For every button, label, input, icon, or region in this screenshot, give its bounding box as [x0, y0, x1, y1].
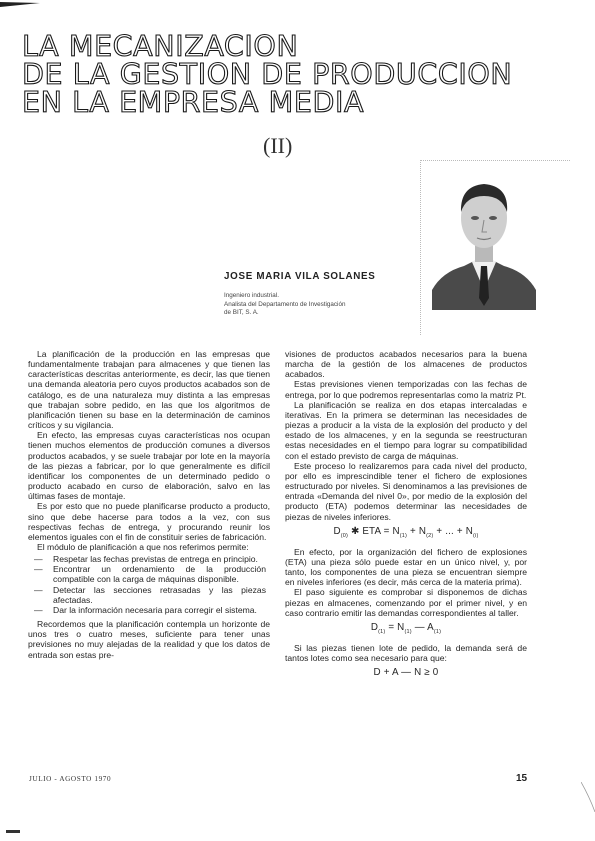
- author-affiliation: [224, 292, 345, 318]
- paragraph: La planificación se realiza en dos etapas intercaladas e iterativas. En la primera se determinan las necesidades de piezas a producir a la vista de la explosión del producto y del estado de los almacenes, y en la segunda se reestructuran estas necesidades en el tiempo para lograr su compatibilidad con el estado previsto de carga de máquinas.: [285, 399, 527, 461]
- list-dash: —: [34, 604, 43, 615]
- page-edge-mark: [581, 782, 595, 812]
- affiliation-line-1: Ingeniero industrial.: [224, 292, 279, 299]
- paragraph: En efecto, las empresas cuyas características nos ocupan tienen muchos elementos de producción comunes a diversos productos acabados, y se suele trabajar por lote en la mayoría de las piezas a fabricar, por lo que generalmente es difícil identificar los componentes de un determinado pedido o producto acabado en curso de elaboración, salvo en las últimas fases de montaje.: [28, 430, 270, 502]
- affiliation-line-2: Analista del Departamento de Investigación: [224, 300, 346, 308]
- paragraph: La planificación de la producción en las empresas que fundamentalmente trabajan para almacenes y que tienen las características descritas anteriormente, es decir, las que tienen una demanda aleatoria pero cuyos productos acabados son de catálogo, es de una naturaleza muy distinta a las empresas que trabajan sobre pedido, en las que los algoritmos de planificación tienen su base en la determinación de caminos críticos y su vigilancia.: [28, 349, 270, 431]
- formula-lot: D + A — N ≥ 0: [373, 667, 439, 679]
- paragraph: Si las piezas tienen lote de pedido, la demanda será de tantos lotes como sea necesario para que:: [285, 642, 527, 664]
- paragraph: visiones de productos acabados necesarios para la buena marcha de la gestión de los almacenes de productos acabados.: [285, 349, 527, 380]
- article-title: [22, 30, 513, 119]
- list-item-text: Detectar las secciones retrasadas y las piezas afectadas.: [53, 584, 266, 605]
- paragraph: Estas previsiones vienen temporizadas con las fechas de entrega, por lo que podremos representarlas como la matriz Pt.: [285, 379, 527, 400]
- paragraph: Recordemos que la planificación contempla un horizonte de unos tres o cuatro meses, suficiente para tener unas previsiones no muy alejadas de la realidad y que los datos de entrada son estas pre-: [28, 619, 270, 660]
- list-item-text: Encontrar un ordenamiento de la producción compatible con la carga de máquinas disponible.: [53, 564, 266, 585]
- body-column-left: [28, 349, 270, 660]
- list-item-text: Dar la información necesaria para corregir el sistema.: [53, 604, 257, 615]
- author-portrait: [432, 172, 536, 310]
- corner-mark: [0, 2, 40, 8]
- list-dash: —: [34, 584, 43, 595]
- paragraph: Este proceso lo realizaremos para cada nivel del producto, por ello es imprescindible tener el fichero de explosiones estructurado por niveles. Si denominamos a las previsiones de entrada «Demanda del nivel 0», por medio de la explosión del producto (ETA) podemos determinar las necesidades de piezas de niveles inferiores.: [285, 460, 527, 522]
- part-numeral: (II): [263, 133, 293, 158]
- body-column-right: [285, 349, 527, 684]
- list-dash: —: [34, 564, 43, 575]
- formula-explosion: $D_{(0)}$ ✱ ETA = $N_{(1)} + N_{(2)}$ + ... + $N_{(i)}$: [333, 525, 479, 539]
- formula-demand: $D_{(1)} = N_{(1)}$ — $A_{(1)}$: [370, 621, 442, 635]
- paragraph: El paso siguiente es comprobar si disponemos de dichas piezas en almacenes, comenzando por el primer nivel, y en caso contrario emitir las demandas correspondientes al taller.: [285, 587, 527, 618]
- affiliation-line-3: de BIT, S. A.: [224, 309, 259, 317]
- title-line-1: LA MECANIZACION: [22, 30, 299, 63]
- paragraph: En efecto, por la organización del fichero de explosiones (ETA) una pieza sólo puede estar en un único nivel, y, por tanto, los componentes de una pieza se encuentran siempre en niveles inferiores (es decir, más cerca de la materia prima).: [285, 546, 527, 588]
- photo-frame-left: [420, 160, 421, 335]
- list-dash: —: [34, 554, 43, 565]
- list-item-text: Respetar las fechas previstas de entrega en principio.: [53, 554, 258, 565]
- title-line-2: DE LA GESTION DE PRODUCCION: [22, 58, 513, 91]
- list-item: [28, 554, 270, 564]
- list-item: [28, 585, 270, 605]
- author-name: JOSE MARIA VILA SOLANES: [224, 271, 376, 282]
- page-number: 15: [516, 773, 528, 784]
- capabilities-list: [28, 554, 270, 615]
- issue-date: JULIO - AGOSTO 1970: [29, 775, 112, 783]
- list-item: [28, 564, 270, 584]
- photo-frame-top: [420, 160, 570, 161]
- title-line-3: EN LA EMPRESA MEDIA: [22, 86, 365, 119]
- list-item: [28, 605, 270, 615]
- paragraph: Es por esto que no puede planificarse producto a producto, sino que debe hacerse para todos a la vez, con sus respectivas fechas de entrega, y procurando reunir los elementos iguales con el fin de constituir series de fabricación.: [28, 501, 270, 542]
- corner-mark: [6, 830, 20, 833]
- paragraph: El módulo de planificación a que nos referimos permite:: [37, 541, 249, 552]
